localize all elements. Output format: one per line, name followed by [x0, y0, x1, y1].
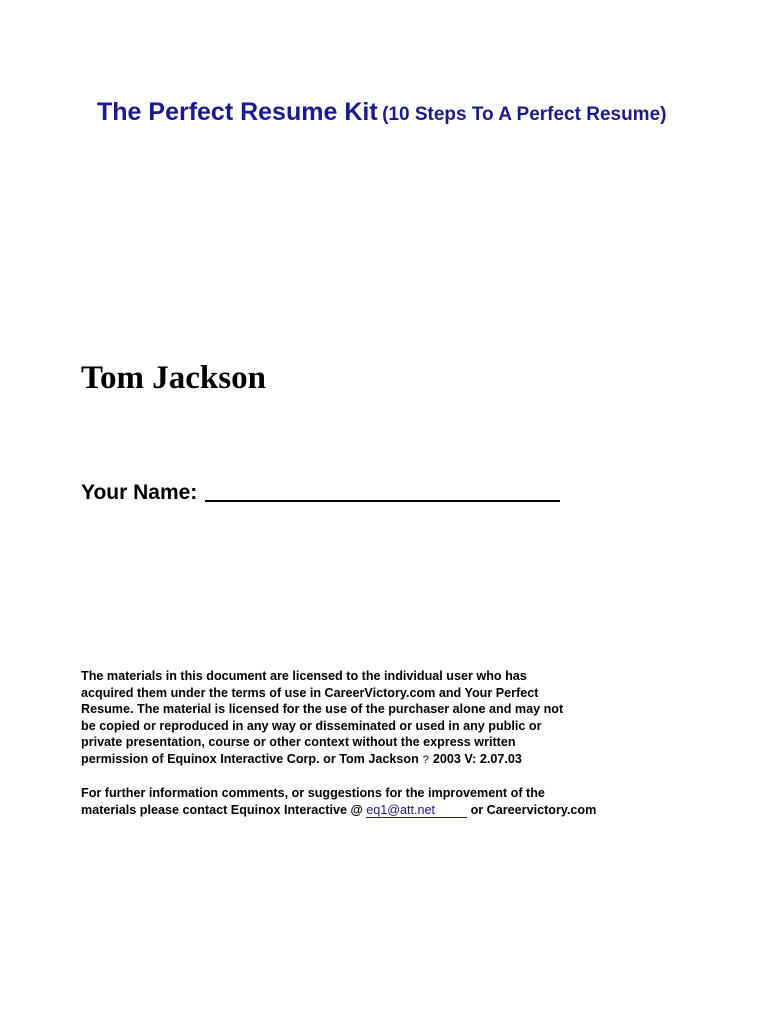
contact-prefix-text: materials please contact Equinox Interactive @ — [81, 802, 363, 817]
license-line: private presentation, course or other context without the express written — [81, 735, 516, 750]
license-paragraph — [81, 668, 641, 769]
contact-line-email — [81, 802, 596, 819]
copyright-symbol: ? — [422, 753, 429, 766]
contact-email-link[interactable]: eq1@att.net — [366, 803, 467, 818]
license-line: acquired them under the terms of use in CareerVictory.com and Your Perfect — [81, 685, 539, 700]
document-title — [97, 100, 666, 125]
contact-paragraph — [81, 785, 596, 818]
license-line: The materials in this document are licensed to the individual user who has — [81, 669, 527, 683]
license-line-last — [81, 751, 641, 769]
your-name-label: Your Name: — [81, 481, 198, 504]
license-line: be copied or reproduced in any way or disseminated or used in any public or — [81, 718, 542, 733]
author-name: Tom Jackson — [81, 360, 266, 396]
contact-suffix-text: or Careervictory.com — [470, 802, 597, 817]
license-version-text: 2003 V: 2.07.03 — [432, 751, 522, 766]
contact-line: For further information comments, or suggestions for the improvement of the — [81, 786, 545, 800]
title-subtitle: (10 Steps To A Perfect Resume) — [382, 104, 667, 125]
license-line: Resume. The material is licensed for the use of the purchaser alone and may not — [81, 702, 564, 717]
license-permission-text: permission of Equinox Interactive Corp. or Tom Jackson — [81, 751, 419, 766]
your-name-blank-line — [205, 500, 560, 502]
your-name-field — [81, 482, 560, 503]
title-main: The Perfect Resume Kit — [97, 98, 378, 126]
